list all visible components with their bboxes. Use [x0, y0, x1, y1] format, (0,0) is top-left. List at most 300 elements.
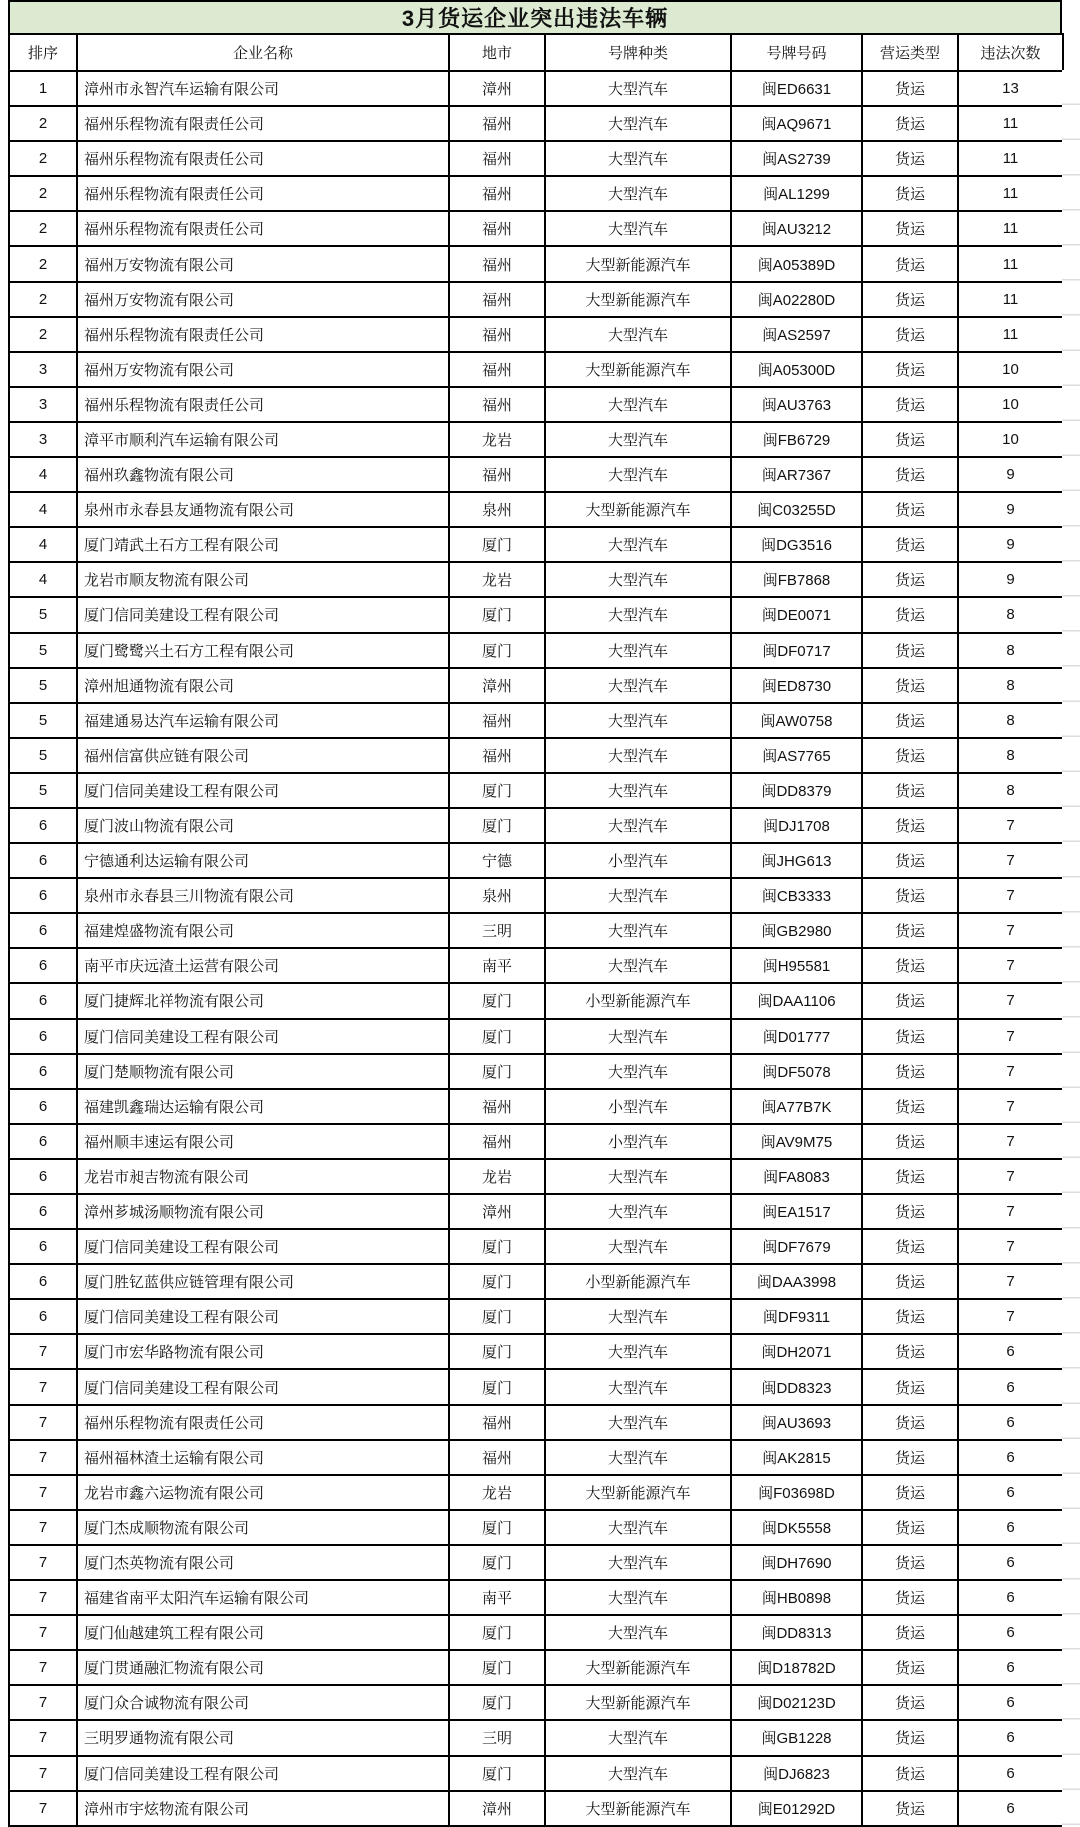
- table-row: [9, 1019, 1063, 1054]
- cell-rank: 6: [9, 1229, 77, 1264]
- cell-rank: 2: [9, 317, 77, 352]
- cell-operation-type: 货运: [862, 1615, 958, 1650]
- cell-city: 福州: [449, 282, 545, 317]
- cell-plate-type: 大型汽车: [545, 106, 731, 141]
- cell-plate-type: 大型汽车: [545, 1369, 731, 1404]
- cell-operation-type: 货运: [862, 422, 958, 457]
- cell-company: 福州万安物流有限公司: [77, 246, 449, 281]
- cell-operation-type: 货运: [862, 948, 958, 983]
- cell-operation-type: 货运: [862, 1405, 958, 1440]
- cell-rank: 6: [9, 983, 77, 1018]
- cell-violation-count: 7: [958, 1019, 1063, 1054]
- cell-violation-count: 7: [958, 948, 1063, 983]
- cell-plate-type: 大型新能源汽车: [545, 282, 731, 317]
- cell-operation-type: 货运: [862, 457, 958, 492]
- cell-violation-count: 7: [958, 1159, 1063, 1194]
- cell-rank: 7: [9, 1475, 77, 1510]
- cell-city: 厦门: [449, 527, 545, 562]
- cell-plate-type: 大型汽车: [545, 808, 731, 843]
- cell-plate-type: 大型汽车: [545, 1545, 731, 1580]
- header-row: [9, 34, 1063, 71]
- cell-plate-number: 闽AR7367: [731, 457, 862, 492]
- cell-company: 福州万安物流有限公司: [77, 352, 449, 387]
- cell-violation-count: 6: [958, 1756, 1063, 1791]
- cell-operation-type: 货运: [862, 703, 958, 738]
- cell-operation-type: 货运: [862, 1720, 958, 1755]
- cell-rank: 3: [9, 352, 77, 387]
- cell-rank: 6: [9, 843, 77, 878]
- table-row: [9, 983, 1063, 1018]
- cell-violation-count: 6: [958, 1334, 1063, 1369]
- cell-city: 厦门: [449, 773, 545, 808]
- cell-company: 龙岩市顺友物流有限公司: [77, 562, 449, 597]
- cell-company: 厦门波山物流有限公司: [77, 808, 449, 843]
- cell-plate-number: 闽DH7690: [731, 1545, 862, 1580]
- cell-violation-count: 6: [958, 1685, 1063, 1720]
- table-row: [9, 1685, 1063, 1720]
- cell-company: 福州乐程物流有限责任公司: [77, 211, 449, 246]
- cell-company: 漳州芗城汤顺物流有限公司: [77, 1194, 449, 1229]
- cell-rank: 5: [9, 597, 77, 632]
- cell-rank: 6: [9, 808, 77, 843]
- table-row: [9, 1089, 1063, 1124]
- cell-plate-number: 闽DAA1106: [731, 983, 862, 1018]
- cell-rank: 7: [9, 1580, 77, 1615]
- cell-rank: 7: [9, 1334, 77, 1369]
- cell-city: 泉州: [449, 492, 545, 527]
- cell-rank: 2: [9, 141, 77, 176]
- cell-plate-type: 大型汽车: [545, 1615, 731, 1650]
- cell-operation-type: 货运: [862, 1089, 958, 1124]
- cell-plate-type: 大型新能源汽车: [545, 1475, 731, 1510]
- table-row: [9, 1194, 1063, 1229]
- table-row: [9, 562, 1063, 597]
- column-header-plate-type: 号牌种类: [545, 34, 731, 71]
- cell-plate-number: 闽DK5558: [731, 1510, 862, 1545]
- cell-city: 厦门: [449, 1019, 545, 1054]
- cell-operation-type: 货运: [862, 1054, 958, 1089]
- cell-rank: 6: [9, 1159, 77, 1194]
- cell-plate-type: 小型汽车: [545, 1089, 731, 1124]
- table-row: [9, 1229, 1063, 1264]
- cell-city: 厦门: [449, 1264, 545, 1299]
- cell-operation-type: 货运: [862, 71, 958, 106]
- cell-plate-number: 闽DD8313: [731, 1615, 862, 1650]
- cell-plate-type: 大型汽车: [545, 1299, 731, 1334]
- cell-operation-type: 货运: [862, 106, 958, 141]
- cell-city: 龙岩: [449, 422, 545, 457]
- cell-plate-type: 大型汽车: [545, 1580, 731, 1615]
- table-row: [9, 1054, 1063, 1089]
- cell-violation-count: 10: [958, 352, 1063, 387]
- cell-plate-type: 大型汽车: [545, 703, 731, 738]
- cell-violation-count: 9: [958, 492, 1063, 527]
- cell-plate-type: 大型汽车: [545, 597, 731, 632]
- column-header-operation-type: 营运类型: [862, 34, 958, 71]
- cell-company: 宁德通利达运输有限公司: [77, 843, 449, 878]
- cell-operation-type: 货运: [862, 387, 958, 422]
- cell-rank: 5: [9, 668, 77, 703]
- cell-plate-type: 大型汽车: [545, 773, 731, 808]
- cell-plate-type: 小型汽车: [545, 1124, 731, 1159]
- cell-rank: 7: [9, 1791, 77, 1826]
- cell-company: 福州福林渣土运输有限公司: [77, 1440, 449, 1475]
- cell-city: 龙岩: [449, 1475, 545, 1510]
- cell-city: 厦门: [449, 1615, 545, 1650]
- cell-city: 福州: [449, 1440, 545, 1475]
- cell-plate-number: 闽DH2071: [731, 1334, 862, 1369]
- cell-rank: 6: [9, 1194, 77, 1229]
- cell-company: 漳州市宇炫物流有限公司: [77, 1791, 449, 1826]
- cell-operation-type: 货运: [862, 527, 958, 562]
- cell-city: 漳州: [449, 1791, 545, 1826]
- cell-plate-type: 大型汽车: [545, 913, 731, 948]
- cell-plate-number: 闽DE0071: [731, 597, 862, 632]
- cell-operation-type: 货运: [862, 317, 958, 352]
- cell-city: 龙岩: [449, 1159, 545, 1194]
- cell-plate-number: 闽FA8083: [731, 1159, 862, 1194]
- cell-company: 厦门信同美建设工程有限公司: [77, 1369, 449, 1404]
- cell-operation-type: 货运: [862, 1124, 958, 1159]
- cell-operation-type: 货运: [862, 1475, 958, 1510]
- cell-rank: 4: [9, 492, 77, 527]
- cell-rank: 7: [9, 1650, 77, 1685]
- cell-rank: 2: [9, 211, 77, 246]
- cell-plate-type: 大型汽车: [545, 1440, 731, 1475]
- cell-operation-type: 货运: [862, 141, 958, 176]
- table-row: [9, 738, 1063, 773]
- cell-violation-count: 8: [958, 738, 1063, 773]
- cell-plate-type: 小型新能源汽车: [545, 1264, 731, 1299]
- cell-operation-type: 货运: [862, 843, 958, 878]
- cell-company: 厦门信同美建设工程有限公司: [77, 597, 449, 632]
- cell-violation-count: 13: [958, 71, 1063, 106]
- cell-plate-number: 闽DF0717: [731, 633, 862, 668]
- cell-plate-number: 闽A77B7K: [731, 1089, 862, 1124]
- cell-company: 福建省南平太阳汽车运输有限公司: [77, 1580, 449, 1615]
- cell-rank: 2: [9, 106, 77, 141]
- cell-violation-count: 7: [958, 983, 1063, 1018]
- cell-plate-type: 大型汽车: [545, 1229, 731, 1264]
- cell-company: 福州信富供应链有限公司: [77, 738, 449, 773]
- cell-violation-count: 11: [958, 246, 1063, 281]
- cell-city: 福州: [449, 106, 545, 141]
- cell-violation-count: 8: [958, 633, 1063, 668]
- cell-violation-count: 9: [958, 527, 1063, 562]
- cell-operation-type: 货运: [862, 246, 958, 281]
- cell-rank: 7: [9, 1756, 77, 1791]
- cell-company: 福建通易达汽车运输有限公司: [77, 703, 449, 738]
- cell-operation-type: 货运: [862, 282, 958, 317]
- cell-rank: 2: [9, 282, 77, 317]
- column-header-company: 企业名称: [77, 34, 449, 71]
- cell-city: 福州: [449, 211, 545, 246]
- cell-plate-type: 大型汽车: [545, 176, 731, 211]
- cell-city: 福州: [449, 457, 545, 492]
- cell-violation-count: 10: [958, 422, 1063, 457]
- cell-city: 厦门: [449, 1369, 545, 1404]
- cell-city: 厦门: [449, 1685, 545, 1720]
- cell-city: 厦门: [449, 808, 545, 843]
- table-row: [9, 1405, 1063, 1440]
- table-row: [9, 141, 1063, 176]
- cell-company: 福建凯鑫瑞达运输有限公司: [77, 1089, 449, 1124]
- cell-operation-type: 货运: [862, 492, 958, 527]
- cell-plate-type: 大型汽车: [545, 1019, 731, 1054]
- cell-violation-count: 6: [958, 1475, 1063, 1510]
- cell-violation-count: 7: [958, 913, 1063, 948]
- cell-city: 龙岩: [449, 562, 545, 597]
- table-row: [9, 457, 1063, 492]
- cell-city: 厦门: [449, 1229, 545, 1264]
- cell-plate-type: 大型汽车: [545, 562, 731, 597]
- cell-plate-number: 闽AL1299: [731, 176, 862, 211]
- cell-plate-number: 闽AK2815: [731, 1440, 862, 1475]
- violation-table-wrap: [8, 0, 1062, 1827]
- table-row: [9, 71, 1063, 106]
- cell-city: 厦门: [449, 1334, 545, 1369]
- cell-rank: 5: [9, 738, 77, 773]
- cell-company: 厦门胜钇蓝供应链管理有限公司: [77, 1264, 449, 1299]
- table-row: [9, 282, 1063, 317]
- cell-operation-type: 货运: [862, 176, 958, 211]
- gridline-sliver: [1062, 70, 1080, 1827]
- cell-violation-count: 6: [958, 1405, 1063, 1440]
- cell-plate-number: 闽DF7679: [731, 1229, 862, 1264]
- cell-operation-type: 货运: [862, 1299, 958, 1334]
- cell-rank: 6: [9, 1264, 77, 1299]
- cell-violation-count: 7: [958, 808, 1063, 843]
- table-row: [9, 246, 1063, 281]
- cell-city: 厦门: [449, 983, 545, 1018]
- cell-plate-type: 大型汽车: [545, 422, 731, 457]
- cell-city: 泉州: [449, 878, 545, 913]
- cell-operation-type: 货运: [862, 1019, 958, 1054]
- cell-plate-type: 大型汽车: [545, 1159, 731, 1194]
- table-row: [9, 1580, 1063, 1615]
- cell-city: 福州: [449, 1089, 545, 1124]
- cell-city: 厦门: [449, 1510, 545, 1545]
- cell-plate-type: 大型新能源汽车: [545, 1685, 731, 1720]
- cell-plate-number: 闽DD8323: [731, 1369, 862, 1404]
- cell-plate-number: 闽A05300D: [731, 352, 862, 387]
- cell-city: 厦门: [449, 1299, 545, 1334]
- cell-rank: 4: [9, 562, 77, 597]
- cell-company: 厦门靖武土石方工程有限公司: [77, 527, 449, 562]
- cell-plate-number: 闽A02280D: [731, 282, 862, 317]
- cell-plate-type: 大型新能源汽车: [545, 246, 731, 281]
- table-row: [9, 597, 1063, 632]
- cell-operation-type: 货运: [862, 1334, 958, 1369]
- table-row: [9, 106, 1063, 141]
- cell-plate-type: 大型汽车: [545, 317, 731, 352]
- cell-plate-number: 闽A05389D: [731, 246, 862, 281]
- cell-plate-type: 大型汽车: [545, 141, 731, 176]
- table-row: [9, 1159, 1063, 1194]
- cell-rank: 7: [9, 1615, 77, 1650]
- cell-plate-type: 大型新能源汽车: [545, 492, 731, 527]
- cell-city: 福州: [449, 246, 545, 281]
- cell-rank: 7: [9, 1510, 77, 1545]
- cell-plate-number: 闽AW0758: [731, 703, 862, 738]
- cell-company: 厦门杰英物流有限公司: [77, 1545, 449, 1580]
- cell-plate-number: 闽H95581: [731, 948, 862, 983]
- cell-operation-type: 货运: [862, 562, 958, 597]
- cell-city: 厦门: [449, 1545, 545, 1580]
- cell-violation-count: 9: [958, 457, 1063, 492]
- cell-rank: 2: [9, 176, 77, 211]
- cell-rank: 1: [9, 71, 77, 106]
- cell-company: 福州乐程物流有限责任公司: [77, 1405, 449, 1440]
- cell-rank: 6: [9, 1299, 77, 1334]
- cell-violation-count: 10: [958, 387, 1063, 422]
- cell-violation-count: 8: [958, 597, 1063, 632]
- table-row: [9, 808, 1063, 843]
- cell-operation-type: 货运: [862, 1369, 958, 1404]
- cell-operation-type: 货运: [862, 1756, 958, 1791]
- cell-company: 福建煌盛物流有限公司: [77, 913, 449, 948]
- cell-company: 福州乐程物流有限责任公司: [77, 387, 449, 422]
- cell-company: 厦门鹭鹭兴土石方工程有限公司: [77, 633, 449, 668]
- table-row: [9, 668, 1063, 703]
- table-row: [9, 387, 1063, 422]
- cell-rank: 6: [9, 878, 77, 913]
- table-row: [9, 1369, 1063, 1404]
- cell-plate-number: 闽DJ6823: [731, 1756, 862, 1791]
- cell-plate-number: 闽DAA3998: [731, 1264, 862, 1299]
- cell-city: 漳州: [449, 668, 545, 703]
- cell-violation-count: 7: [958, 1124, 1063, 1159]
- cell-rank: 7: [9, 1545, 77, 1580]
- cell-company: 厦门信同美建设工程有限公司: [77, 1299, 449, 1334]
- cell-plate-type: 大型汽车: [545, 878, 731, 913]
- table-row: [9, 1545, 1063, 1580]
- cell-violation-count: 9: [958, 562, 1063, 597]
- cell-rank: 7: [9, 1720, 77, 1755]
- cell-plate-number: 闽AV9M75: [731, 1124, 862, 1159]
- cell-city: 宁德: [449, 843, 545, 878]
- cell-plate-number: 闽AS2597: [731, 317, 862, 352]
- cell-operation-type: 货运: [862, 1650, 958, 1685]
- table-row: [9, 1510, 1063, 1545]
- cell-violation-count: 6: [958, 1510, 1063, 1545]
- table-row: [9, 422, 1063, 457]
- cell-company: 福州乐程物流有限责任公司: [77, 106, 449, 141]
- cell-operation-type: 货运: [862, 1159, 958, 1194]
- cell-company: 南平市庆远渣土运营有限公司: [77, 948, 449, 983]
- cell-rank: 3: [9, 387, 77, 422]
- table-row: [9, 913, 1063, 948]
- cell-plate-type: 大型汽车: [545, 668, 731, 703]
- cell-rank: 5: [9, 703, 77, 738]
- cell-operation-type: 货运: [862, 1264, 958, 1299]
- cell-company: 龙岩市鑫六运物流有限公司: [77, 1475, 449, 1510]
- cell-operation-type: 货运: [862, 597, 958, 632]
- cell-plate-number: 闽ED8730: [731, 668, 862, 703]
- table-row: [9, 1650, 1063, 1685]
- cell-rank: 2: [9, 246, 77, 281]
- table-row: [9, 211, 1063, 246]
- cell-plate-number: 闽F03698D: [731, 1475, 862, 1510]
- cell-violation-count: 6: [958, 1369, 1063, 1404]
- cell-city: 福州: [449, 1124, 545, 1159]
- cell-company: 福州顺丰速运有限公司: [77, 1124, 449, 1159]
- cell-company: 厦门信同美建设工程有限公司: [77, 1019, 449, 1054]
- cell-plate-number: 闽FB6729: [731, 422, 862, 457]
- cell-company: 福州乐程物流有限责任公司: [77, 141, 449, 176]
- cell-violation-count: 11: [958, 106, 1063, 141]
- cell-operation-type: 货运: [862, 1545, 958, 1580]
- cell-plate-type: 大型汽车: [545, 1334, 731, 1369]
- cell-rank: 7: [9, 1440, 77, 1475]
- cell-plate-type: 大型汽车: [545, 527, 731, 562]
- table-row: [9, 1615, 1063, 1650]
- table-row: [9, 352, 1063, 387]
- cell-plate-type: 大型汽车: [545, 948, 731, 983]
- table-row: [9, 1475, 1063, 1510]
- cell-plate-number: 闽DD8379: [731, 773, 862, 808]
- cell-plate-number: 闽D02123D: [731, 1685, 862, 1720]
- cell-operation-type: 货运: [862, 1440, 958, 1475]
- cell-operation-type: 货运: [862, 913, 958, 948]
- cell-operation-type: 货运: [862, 773, 958, 808]
- cell-plate-number: 闽AQ9671: [731, 106, 862, 141]
- cell-operation-type: 货运: [862, 738, 958, 773]
- cell-operation-type: 货运: [862, 878, 958, 913]
- cell-rank: 6: [9, 1019, 77, 1054]
- cell-city: 福州: [449, 387, 545, 422]
- cell-company: 龙岩市昶吉物流有限公司: [77, 1159, 449, 1194]
- cell-rank: 7: [9, 1405, 77, 1440]
- cell-violation-count: 11: [958, 176, 1063, 211]
- cell-plate-type: 大型汽车: [545, 1756, 731, 1791]
- cell-violation-count: 7: [958, 1299, 1063, 1334]
- cell-violation-count: 6: [958, 1615, 1063, 1650]
- cell-city: 三明: [449, 1720, 545, 1755]
- cell-plate-type: 大型汽车: [545, 1510, 731, 1545]
- cell-violation-count: 7: [958, 1089, 1063, 1124]
- cell-violation-count: 6: [958, 1650, 1063, 1685]
- cell-rank: 4: [9, 457, 77, 492]
- cell-city: 漳州: [449, 1194, 545, 1229]
- cell-violation-count: 6: [958, 1791, 1063, 1826]
- cell-company: 泉州市永春县三川物流有限公司: [77, 878, 449, 913]
- cell-company: 福州乐程物流有限责任公司: [77, 317, 449, 352]
- cell-plate-number: 闽AU3693: [731, 1405, 862, 1440]
- cell-plate-number: 闽E01292D: [731, 1791, 862, 1826]
- cell-plate-number: 闽FB7868: [731, 562, 862, 597]
- cell-operation-type: 货运: [862, 1580, 958, 1615]
- cell-plate-number: 闽C03255D: [731, 492, 862, 527]
- violation-table: [8, 33, 1064, 1827]
- cell-plate-number: 闽D18782D: [731, 1650, 862, 1685]
- cell-plate-number: 闽AS2739: [731, 141, 862, 176]
- cell-city: 厦门: [449, 633, 545, 668]
- cell-rank: 3: [9, 422, 77, 457]
- cell-company: 漳州旭通物流有限公司: [77, 668, 449, 703]
- cell-company: 厦门信同美建设工程有限公司: [77, 1756, 449, 1791]
- cell-operation-type: 货运: [862, 633, 958, 668]
- cell-rank: 6: [9, 913, 77, 948]
- cell-plate-type: 大型新能源汽车: [545, 352, 731, 387]
- cell-violation-count: 6: [958, 1720, 1063, 1755]
- cell-rank: 7: [9, 1685, 77, 1720]
- cell-violation-count: 8: [958, 773, 1063, 808]
- cell-city: 厦门: [449, 1756, 545, 1791]
- cell-operation-type: 货运: [862, 1685, 958, 1720]
- cell-plate-type: 大型汽车: [545, 633, 731, 668]
- cell-city: 三明: [449, 913, 545, 948]
